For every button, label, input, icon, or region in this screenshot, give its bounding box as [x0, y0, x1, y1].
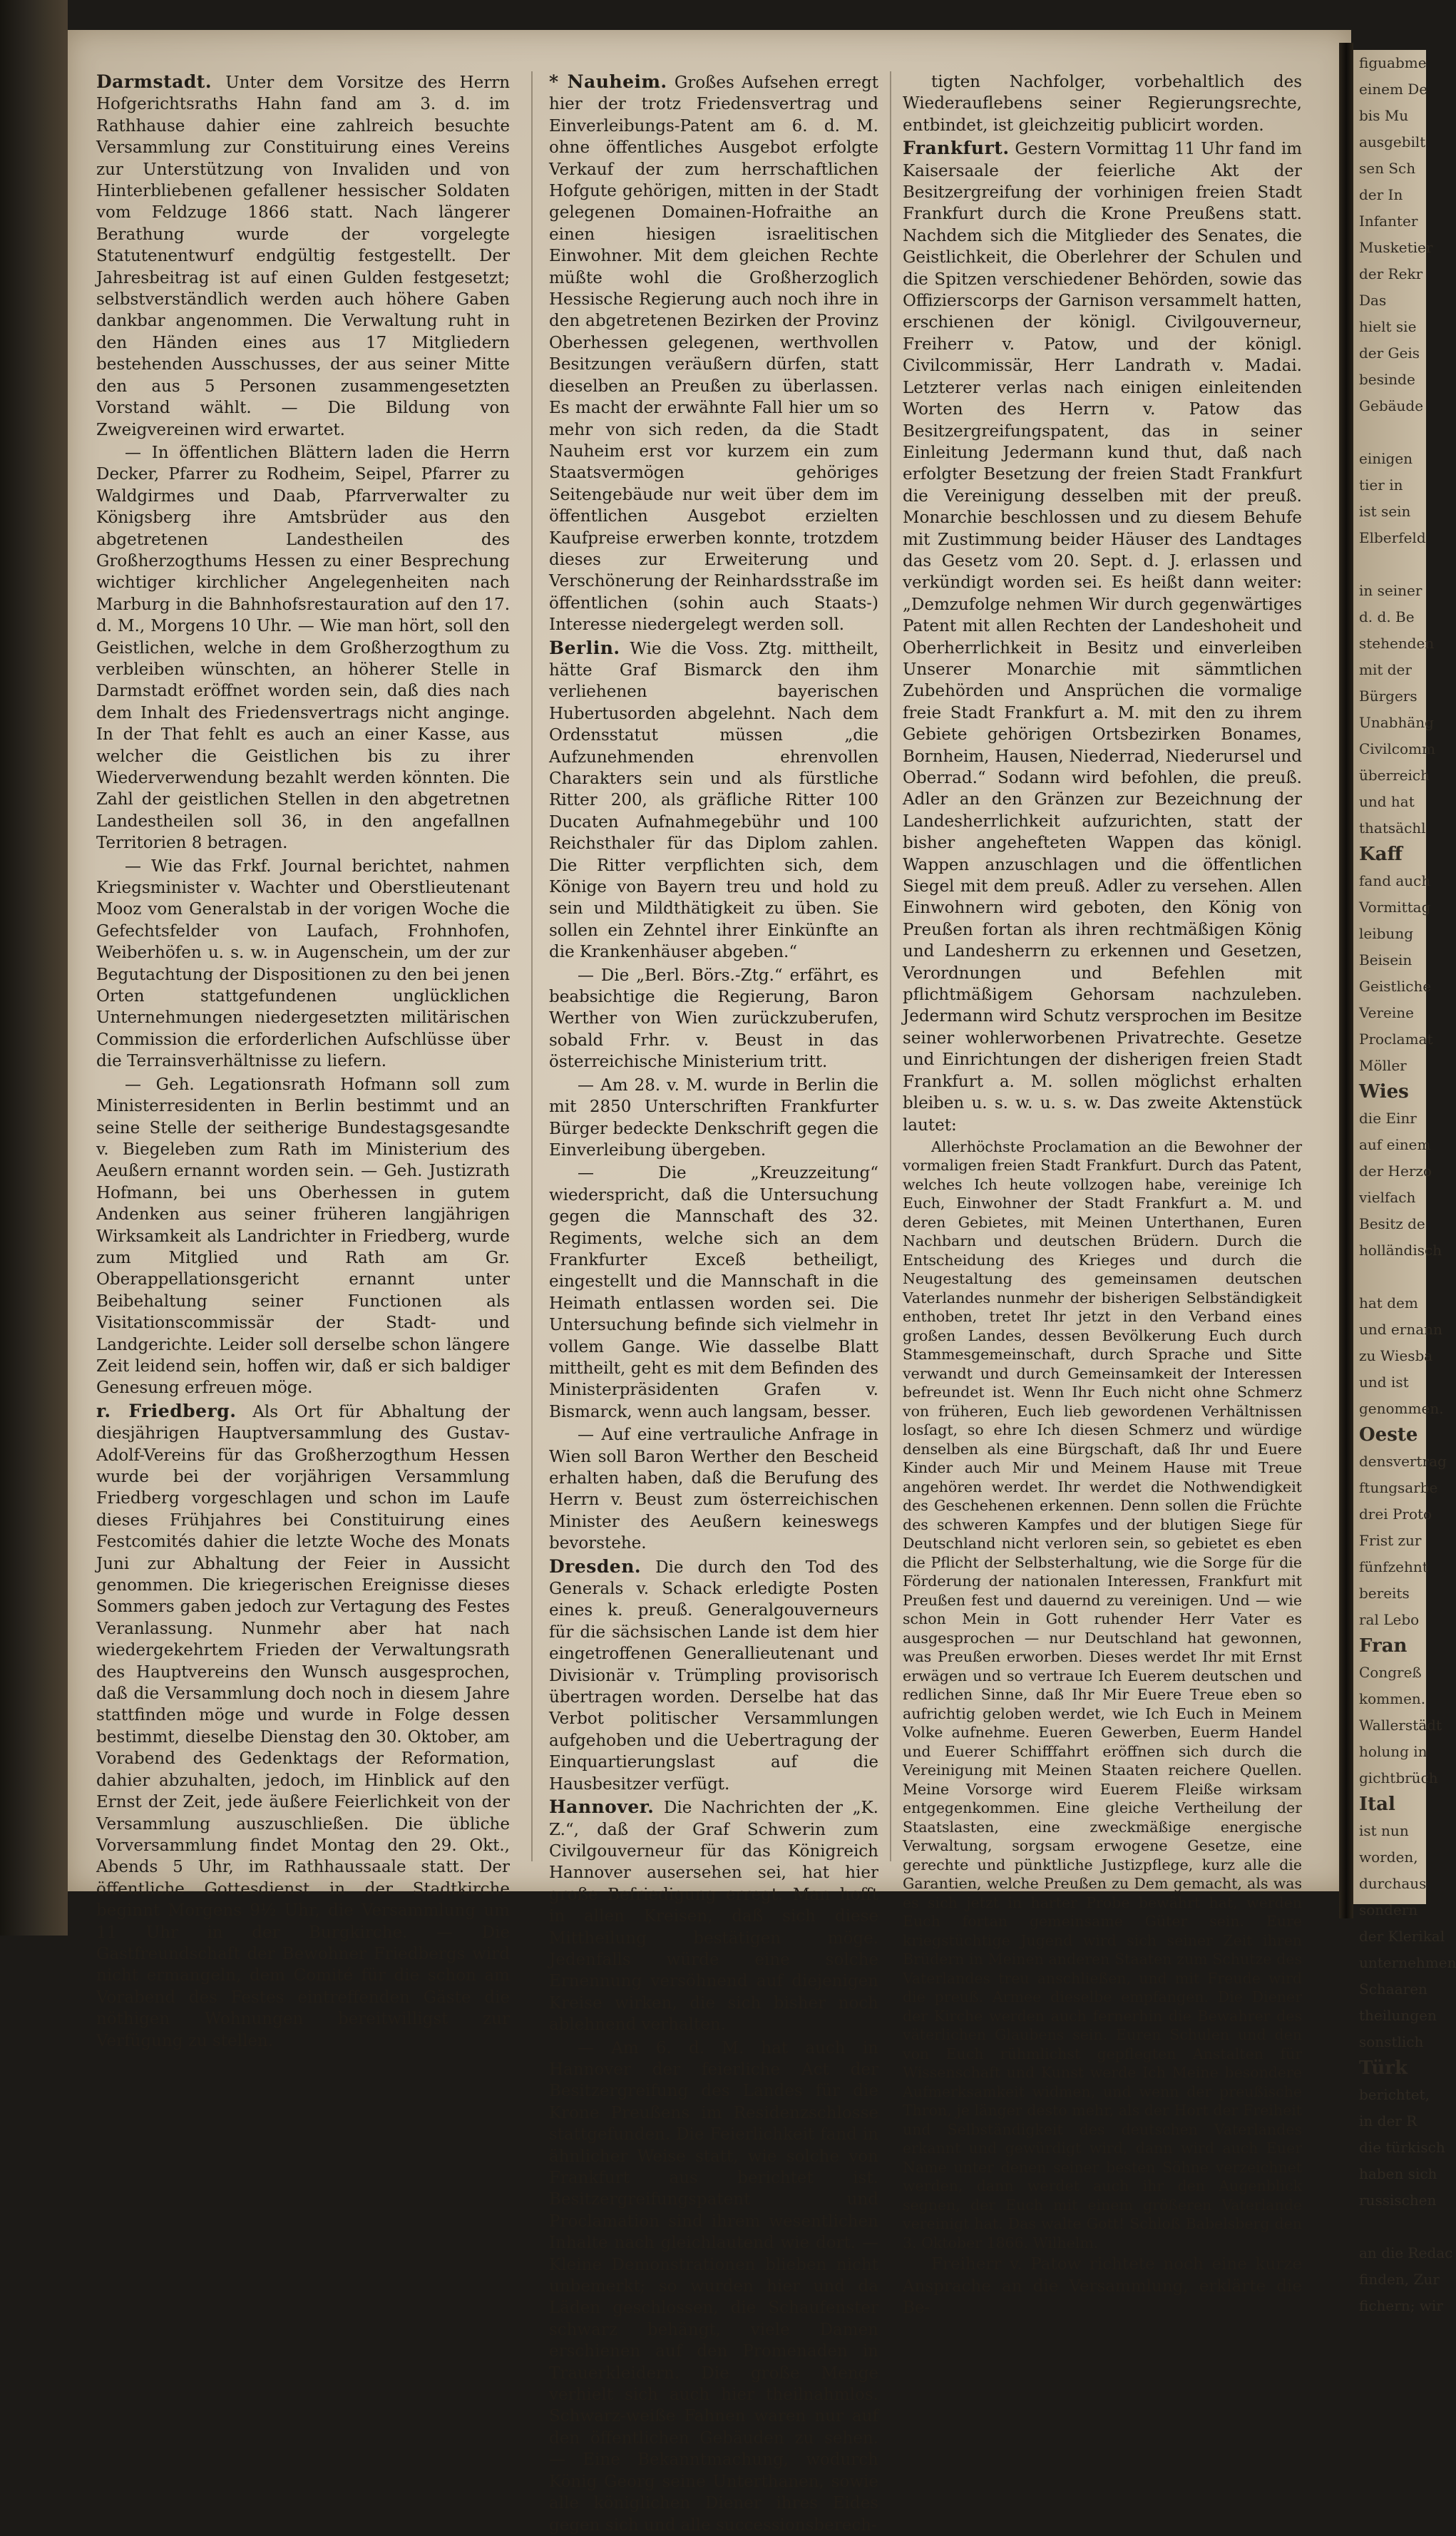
next-page-fragment: theilungen: [1359, 2007, 1437, 2024]
next-page-fragment: Schaaren: [1359, 1980, 1427, 1998]
next-page-fragment: Unabhäng: [1359, 714, 1434, 731]
next-page-fragment: russischen: [1359, 2192, 1437, 2209]
next-page-fragment: hielt sie: [1359, 318, 1417, 335]
article-paragraph: [549, 71, 878, 636]
article-text: Gestern Vormittag 11 Uhr fand im Kaisersaale der feierliche Akt der Besitzergreifung der vorhinigen freien Stadt Frankfurt durch die Krone Preußens statt. Nachdem sich die Mitglieder des Senates, die Geistlichkeit, die Oberlehrer der Schulen und die Spitzen verschiedener Behörden, sowie das Offizierscorps der Garnison versammelt hatten, erschienen der königl. Civilgouverneur, Freiherr v. Patow, und der königl. Civilcommissär, Herr Landrath v. Madai. Letzterer verlas nach einigen einleitenden Worten des Herrn v. Patow das Besitzergreifungspatent, das in seiner Einleitung Jedermann kund thut, daß nach erfolgter Besetzung der freien Stadt Frankfurt die Vereinigung desselben mit der preuß. Monarchie beschlossen und zu diesem Behufe mit Zustimmung beider Häuser des Landtages das Gesetz vom 20. Sept. d. J. erlassen und verkündigt worden sei. Es heißt dann weiter: „Demzufolge nehmen Wir durch gegenwärtiges Patent mit allen Rechten der Landeshoheit und Oberherrlichkeit in Besitz und einverleiben Unserer Monarchie mit sämmtlichen Zubehörden und Ansprüchen die vormalige freie Stadt Frankfurt a. M. mit den zu ihrem Gebiete gehörigen Ortsbezirken Bonames, Bornheim, Hausen, Niederrad, Niederursel und Oberrad.“ Sodann wird befohlen, die preuß. Adler an den Gränzen zur Bezeichnung der Landesherrlichkeit aufzurichten, statt der bisher angehefteten Wappen das königl. Wappen anzuschlagen und die öffentlichen Siegel mit dem preuß. Adler zu versehen. Allen Einwohnern wird geboten, den König von Preußen fortan als ihren rechtmäßigen König und Landesherrn zu erkennen und Gesetzen, Verordnungen und Befehlen mit pflichtmäßigem Gehorsam nachzuleben. Jedermann wird Schutz versprochen im Besitze seiner wohlerworbenen Privatrechte. Gesetze und Einrichtungen der disherigen freien Stadt Frankfurt a. M. sollen möglichst erhalten bleiben u. s. w. u. s. w. Das zweite Aktenstück lautet:: [903, 140, 1302, 1135]
article-text: — In öffentlichen Blättern laden die Herrn Decker, Pfarrer zu Rodheim, Seipel, Pfarrer zu Waldgirmes und Daab, Pfarrverwalter zu Königsberg ihre Amtsbrüder aus den abgetretenen Landestheilen des Großherzogthums Hessen zu einer Besprechung wichtiger kirchlicher Angelegenheiten nach Marburg in die Bahnhofsrestauration auf den 17. d. M., Morgens 10 Uhr. — Wie man hört, soll den Geistlichen, welche in dem Großherzogthum zu verbleiben wünschten, an höherer Stelle in Darmstadt eröffnet worden sein, daß dies nach dem Inhalt des Friedensvertrags nicht anginge. In der That fehlt es auch an einer Kasse, aus welcher die Geistlichen bis zu ihrer Wiederverwendung bezahlt werden könnten. Die Zahl der geistlichen Stellen in den abgetretnen Landestheilen soll 36, in den angefallnen Territorien 8 betragen.: [96, 443, 510, 853]
next-page-fragment: worden,: [1359, 1849, 1418, 1866]
dateline-heading: Dresden.: [549, 1555, 642, 1577]
next-page-fragment: sonstlich: [1359, 2033, 1424, 2050]
book-gutter: [1339, 43, 1353, 1918]
article-text: Freiherr v. Patow richtete noch eine kurze Ansprache an die Versammlung, erklärte die Be-: [903, 2255, 1302, 2318]
article-paragraph: [903, 1137, 1302, 2253]
article-paragraph: [96, 1074, 510, 1399]
next-page-fragment: Möller: [1359, 1057, 1407, 1074]
next-page-fragment: fünfzehnt: [1359, 1558, 1428, 1575]
article-text: Als Ort für Abhaltung der diesjährigen Hauptversammlung des Gustav-Adolf-Vereins für das Großherzogthum Hessen wurde bei der vorjährigen Versammlung Friedberg vorgeschlagen und schon im Laufe dieses Frühjahres bei Constituirung eines Festcomités dahier die letzte Woche des Monats Juni zur Abhaltung der Feier in Aussicht genommen. Die kriegerischen Ereignisse dieses Sommers gaben jedoch zur Vertagung des Festes Veranlassung. Nunmehr aber hat nach wiedergekehrtem Frieden der Verwaltungsrath des Hauptvereins den Wunsch ausgesprochen, daß die Versammlung doch noch in diesem Jahre stattfinden möge und wurde in Folge dessen bestimmt, dieselbe Dienstag den 30. Oktober, am Vorabend des Gedenktags der Reformation, dahier abzuhalten, jedoch, im Hinblick auf den Ernst der Zeit, jede äußere Feierlichkeit von der Versammlung auszuschließen. Die übliche Vorversammlung findet Montag den 29. Okt., Abends 5 Uhr, im Rathhaussaale statt. Der öffentliche Gottesdienst in der Stadtkirche beginnt Morgens 9½ Uhr, die Versammlung um 11 Uhr in der Burgkirche. — Die Gastfreundschaft der Bewohner Friedbergs wird nicht ermangeln, dem Comité für die schon am Vorabend des Festes eintreffenden Gäste die nöthigen Wohnungen bereitwilligst zur Verfügung zu stellen.: [96, 1402, 511, 2050]
next-page-fragment: finden, Zur: [1359, 2271, 1440, 2288]
next-page-fragment: genommen.: [1359, 1400, 1444, 1417]
next-page-fragment: ral Lebo: [1359, 1611, 1420, 1628]
next-page-fragment: einem De: [1359, 81, 1428, 98]
next-page-fragment: Wies: [1359, 1081, 1409, 1103]
article-paragraph: [549, 1556, 878, 1795]
next-page-fragment: Wallerstädt: [1359, 1717, 1442, 1734]
next-page-fragment: [1353, 419, 1426, 446]
next-page-fragment: Gebäude: [1359, 397, 1424, 414]
next-page-fragment: der Geis: [1359, 344, 1420, 362]
next-page-fragment: und ist: [1359, 1374, 1409, 1391]
next-page-fragment: der Herzo: [1359, 1162, 1432, 1180]
next-page-fragment: bereits: [1359, 1585, 1410, 1602]
next-page-fragment: [1353, 1264, 1426, 1290]
next-page-fragment: holung in: [1359, 1743, 1427, 1760]
next-page-fragment: Geistliche: [1359, 978, 1432, 995]
next-page-fragment: tier in: [1359, 476, 1403, 494]
article-paragraph: [549, 1424, 878, 1554]
next-page-fragment: ausgebilt: [1359, 133, 1426, 150]
next-page-fragment: Ital: [1359, 1794, 1395, 1815]
next-page-fragment: und ernann: [1359, 1321, 1442, 1338]
next-page-fragment: Oeste: [1359, 1424, 1418, 1446]
column-2: [549, 71, 879, 2535]
next-page-fragment: einigen: [1359, 450, 1413, 467]
dateline-heading: * Nauheim.: [549, 71, 667, 92]
next-page-fragment: Beisein: [1359, 951, 1413, 968]
next-page-fragment: haben sich: [1359, 2165, 1437, 2182]
next-page-fragment: fand auch: [1359, 872, 1431, 889]
next-page-fragment: zu Wiesba: [1359, 1347, 1433, 1364]
next-page-fragment: besinde: [1359, 371, 1415, 388]
next-page-fragment: bis Mu: [1359, 107, 1409, 124]
dateline-heading: r. Friedberg.: [96, 1400, 237, 1421]
next-page-fragment: der In: [1359, 186, 1403, 203]
next-page-fragment: und hat: [1359, 793, 1415, 810]
article-paragraph: [903, 138, 1302, 1136]
next-page-fragment: berichtet,: [1359, 2086, 1430, 2103]
next-page-fragment: Congreß: [1359, 1664, 1422, 1681]
article-text: Großes Aufsehen erregt hier der trotz Friedensvertrag und Einverleibungs-Patent am 6. d. M. ohne öffentliches Ausgebot erfolgte Verkauf der zum herrschaftlichen Hofgute gehörigen, mitten in der Stadt gelegenen Domainen-Hofraithe an einen hiesigen israelitischen Einwohner. Mit dem gleichen Rechte müßte wohl die Großherzoglich Hessische Regierung auch noch ihre in den abgetretenen Bezirken der Provinz Oberhessen gelegenen, werthvollen Besitzungen veräußern dürfen, statt dieselben an Preußen zu überlassen. Es macht der erwähnte Fall hier um so mehr von sich reden, da die Stadt Nauheim erst vor kurzem ein zum Staatsvermögen gehöriges Seitengebäude nur weit über dem im öffentlichen Ausgebot erzielten Kaufpreise erwerben konnte, trotzdem dieses zur Erweiterung und Verschönerung der Reinhardsstraße im öffentlichen (sohin auch Staats-) Interesse niedergelegt werden soll.: [549, 73, 878, 635]
next-page-fragment: der Klerikal: [1359, 1928, 1445, 1945]
next-page-fragment: drei Proto: [1359, 1505, 1432, 1523]
next-page-fragment: die Einr: [1359, 1110, 1417, 1127]
article-text: tigten Nachfolger, vorbehaltlich des Wiederauflebens seiner Regierungsrechte, entbindet, ist gleichzeitig publicirt worden.: [903, 73, 1302, 135]
article-paragraph: [96, 1401, 510, 2052]
next-page-fragment: gichtbrüch: [1359, 1769, 1438, 1786]
next-page-fragment: Frist zur: [1359, 1532, 1422, 1549]
next-page-fragment: kommen.: [1359, 1690, 1426, 1707]
next-page-edge: [1353, 50, 1456, 2314]
article-text: Allerhöchste Proclamation an die Bewohner der vormaligen freien Stadt Frankfurt. Durch das Patent, welches Ich heute vollzogen habe, vereinige Ich Euch, Einwohner der Stadt Frankfurt a. M. und deren Gebietes, mit Meinen Unterthanen, Euren Nachbarn und deutschen Brüdern. Durch die Entscheidung des Krieges und durch die Neugestaltung des gemeinsamen deutschen Vaterlandes nunmehr der bisherigen Selbständigkeit enthoben, tretet Ihr jetzt in den Verband eines großen Landes, dessen Bevölkerung Euch durch Stammesgemeinschaft, durch Sprache und Sitte verwandt und durch Gemeinsamkeit der Interessen befreundet ist. Wenn Ihr Euch nicht ohne Schmerz von früheren, Euch lieb gewordenen Verhältnissen losſagt, so ehre Ich diesen Schmerz und würdige denselben als eine Bürgschaft, daß Ihr und Euere Kinder auch Mir und Meinem Hause mit Treue angehören werdet. Ihr werdet die Nothwendigkeit des Geschehenen erkennen. Denn sollen die Früchte des schweren Kampfes und der blutigen Siege für Deutschland nicht verloren sein, so gebietet es eben die Pflicht der Selbsterhaltung, wie die Sorge für die Förderung der nationalen Interessen, Frankfurt mit Preußen fest und dauernd zu vereinigen. Und — wie schon Mein in Gott ruhender Herr Vater es ausgesprochen — nur Deutschland hat gewonnen, was Preußen erworben. Dieses werdet Ihr mit Ernst erwägen und so vertraue Ich Euerem deutschen und redlichen Sinne, daß Ihr Mir Euere Treue eben so aufrichtig geloben werdet, wie Ich Euch in Meinem Volke aufnehme. Eueren Gewerben, Euerm Handel und Euerer Schifffahrt eröffnen sich durch die Vereinigung mit Meinen Staaten reichere Quellen. Meine Vorsorge wird Euerem Fleiße wirksam entgegenkommen. Eine gleiche Vertheilung der Staatslasten, eine zweckmäßige energische Verwaltung, sorgsam erwogene Gesetze, eine gerechte und pünktliche Justizpflege, kurz alle die Garantien, welche Preußen zu Dem gemacht, als was es sich jetzt in harter Probe bewährt hat, werden Euch fortan gemeinsame Güter sein. Eure kriegstüchtige Jugend wird sich seiner Zeit ihren Brüdern in Meinen anderen Staaten zum Schutze des Vaterlandes treu anschließen, und mit Freude wird die preuß. Armee dieselbe empfangen. Die Diener der Kirche werden auch fernerhin die Bewahrer des väterlichen Glaubens sein. Euren Schulen und den von Euch rühmlichst gepflegten Anstalten für Wissenschaft und Kunst werde Ich Meine besondere Aufmerksamkeit widmen, und wenn der preußische Thron, je länger desto mehr, als der Hort der Freiheit und Selbständigkeit des deutschen Vaterlandes erkannt und gewürdigt wird, dann wird auch Euer Name unter denen seiner besten Söhne verzeichnet werden, dann werdet auch ihr den Augenblick segnen, der Euch mit einem größeren Vaterlande vereinigt hat. Das walte Gott! Schloß Babelsberg den 3. Oktober 1866. Wilhelm.: [903, 1137, 1302, 2251]
next-page-fragment: thatsächl: [1359, 819, 1426, 837]
article-paragraph: [903, 71, 1302, 136]
article-text: Wie die Voss. Ztg. mittheilt, hätte Graf Bismarck den ihm verliehenen bayerischen Hubertusorden abgelehnt. Nach dem Ordensstatut müssen „die Aufzunehmenden ehrenvollen Charakters sein und als fürstliche Ritter 200, als gräfliche Ritter 100 Ducaten Aufnahmegebühr und 100 Reichsthaler für das Diplom zahlen. Die Ritter verpflichten sich, dem Könige von Bayern treu und hold zu sein und Mildthätigkeit zu üben. Sie sollen ein Zehntel ihrer Einkünfte an die Krankenhäuser abgeben.“: [549, 639, 879, 962]
next-page-fragment: Proclamat: [1359, 1031, 1433, 1048]
next-page-fragment: figuabme: [1359, 54, 1427, 71]
next-page-fragment: durchaus: [1359, 1875, 1427, 1892]
next-page-fragment: der Rekr: [1359, 265, 1423, 282]
next-page-fragment: [1353, 551, 1426, 578]
article-text: — Geh. Legationsrath Hofmann soll zum Ministerresidenten in Berlin bestimmt und an seine Stelle der seitherige Bundestagsgesandte v. Biegeleben zum Rath im Ministerium des Aeußern ernannt worden sein. — Geh. Justizrath Hofmann, bei uns Oberhessen in gutem Andenken aus seiner früheren langjährigen Wirksamkeit als Landrichter in Friedberg, wurde zum Mitglied und Rath am Gr. Oberappellationsgericht ernannt unter Beibehaltung seiner Functionen als Visitationscommissär der Stadt- und Landgerichte. Leider soll derselbe schon längere Zeit leidend sein, hoffen wir, daß er sich baldiger Genesung erfreuen möge.: [96, 1075, 510, 1398]
article-paragraph: [96, 442, 510, 854]
article-text: — Am 28. v. M. wurde in Berlin die mit 2850 Unterschriften Frankfurter Bürger bedeckte Denkschrift gegen die Einverleibung übergeben.: [549, 1075, 878, 1160]
next-page-fragment: Civilcomm: [1359, 740, 1435, 757]
article-paragraph: [549, 1075, 878, 1162]
column-rule-1: [531, 71, 533, 1861]
next-page-fragment: an die Redac: [1359, 2244, 1453, 2261]
article-paragraph: [549, 1796, 878, 2035]
next-page-fragment: Infanter: [1359, 213, 1418, 230]
article-text: Die durch den Tod des Generals v. Schack erledigte Posten eines k. preuß. Generalgouverneurs für die sächsischen Lande ist dem hier eingetroffenen Generallieutenant und Divisionär v. Trümpling provisorisch übertragen worden. Derselbe hat das Verbot politischer Versammlungen aufgehoben und die Uebertragung der Einquartierungslast auf die Hausbesitzer verfügt.: [549, 1558, 878, 1794]
next-page-fragment: densvertrag: [1359, 1453, 1447, 1470]
column-3: [903, 71, 1302, 2318]
article-paragraph: [549, 638, 878, 963]
next-page-fragment: [1353, 2214, 1426, 2240]
book-spine: [0, 0, 68, 1936]
next-page-fragment: sondern: [1359, 1901, 1418, 1918]
article-text: — Wie das Frkf. Journal berichtet, nahmen Kriegsminister v. Wachter und Oberstlieutenant Mooz vom Generalstab in der vorigen Woche die Gefechtsfelder von Laufach, Frohnhofen, Weiberhöfen u. s. w. in Augenschein, um der zur Begutachtung der Dispositionen zu den bei jenen Orten stattgefundenen unglücklichen Unternehmungen niedergesetzten militärischen Commission die erforderlichen Aufschlüsse über die Terrainsverhältnisse zu liefern.: [96, 857, 510, 1071]
next-page-fragment: hat dem: [1359, 1294, 1418, 1312]
article-paragraph: [903, 2254, 1302, 2318]
article-text: — Am 6. d. M. hat auch in Hannover der feierliche Act der Besitzergreifung des Landes für die Krone Preußens im Residenzschlosse stattgefunden. Die Feierlichkeit fand in ähnlicher Weise statt, wie solche von Frankfurt aus berichtet ist. Besitzergreifungspatent und Proclamation sind ihrem wesentlichen Inhalte nach gleichlautend wie dort. — Kleine Demonstrationen blieben nicht unbemerkt; so wurden hier und da Läden geschlossen, die Schaufenster schwarz behängt, viele Damen erschienen auf den Promenaden in Trauerkleidern. Die große Menge verhielt sich auch hier theilnahmlos. Schwarz-weiße Fahnen waren nur auf den öffentlichen Gebäuden zu sehen. — Eine Bekanntmachung, wodurch König Georg seine Unterthanen, sowie alle königlichen Diener ihres Eides gegen sich und alle successionsberech-: [549, 2038, 878, 2535]
next-page-fragment: in der R: [1359, 2112, 1417, 2129]
next-page-fragment: stehenden: [1359, 635, 1435, 652]
next-page-fragment: Elberfeld: [1359, 529, 1426, 546]
article-text: — Auf eine vertrauliche Anfrage in Wien soll Baron Werther den Bescheid erhalten haben, daß die Berufung des Herrn v. Beust zum österreichischen Minister des Aeußern keineswegs bevorstehe.: [549, 1426, 878, 1553]
next-page-fragment: Türk: [1359, 2057, 1408, 2079]
article-text: — Die „Berl. Börs.-Ztg.“ erfährt, es beabsichtige die Regierung, Baron Werther von Wien zurückzuberufen, sobald Frhr. v. Beust in das österreichische Ministerium tritt.: [549, 966, 878, 1072]
next-page-fragment: d. d. Be: [1359, 608, 1415, 625]
next-page-fragment: sen Sch: [1359, 160, 1416, 177]
next-page-fragment: ftungsarbe: [1359, 1479, 1438, 1496]
article-paragraph: [549, 965, 878, 1073]
next-page-fragment: Vormittag: [1359, 899, 1431, 916]
next-page-fragment: fichern; wir: [1359, 2297, 1443, 2314]
article-text: Die Nachrichten der „K. Z.“, daß der Graf Schwerin zum Civilgouverneur für das Königreich Hannover ausersehen sei, hat hier große Befriedigung erregt. Man hofft in allen Kreisen, daß sich diese Mittheilung bestätigen möge. Jedenfalls würde eine solche Ernennung versöhnend auf diejenigen Kreise wirken, die sich bisher noch ablehnend verhalten.: [549, 1799, 878, 2035]
next-page-fragment: Das: [1359, 292, 1387, 309]
column-1: [96, 71, 511, 2050]
next-page-fragment: ist sein: [1359, 503, 1411, 520]
dateline-heading: Berlin.: [549, 637, 620, 658]
next-page-fragment: Musketier: [1359, 239, 1433, 256]
next-page-fragment: unternehmen: [1359, 1954, 1456, 1971]
next-page-fragment: ist nun: [1359, 1822, 1409, 1839]
next-page-fragment: Vereine: [1359, 1004, 1414, 1021]
next-page-fragment: auf einem: [1359, 1136, 1431, 1153]
column-rule-2: [890, 71, 891, 1861]
article-paragraph: [96, 71, 510, 441]
next-page-fragment: die türkisch: [1359, 2139, 1445, 2156]
next-page-fragment: mit der: [1359, 661, 1412, 678]
next-page-fragment: Besitz de: [1359, 1215, 1425, 1232]
next-page-fragment: Bürgers: [1359, 687, 1417, 705]
dateline-heading: Frankfurt.: [903, 138, 1010, 159]
next-page-fragment: leibung: [1359, 925, 1413, 942]
next-page-fragment: Fran: [1359, 1635, 1408, 1657]
next-page-fragment: vielfach: [1359, 1189, 1416, 1206]
next-page-fragment: Kaff: [1359, 844, 1403, 865]
article-text: Unter dem Vorsitze des Herrn Hofgerichtsraths Hahn fand am 3. d. im Rathhause dahier eine zahlreich besuchte Versammlung zur Constituirung eines Vereins zur Unterstützung von Invaliden und von Hinterbliebenen gefallener hessischer Soldaten vom Feldzuge 1866 statt. Nach längerer Berathung wurde der vorgelegte Statutenentwurf endgültig festgestellt. Der Jahresbeitrag ist auf einen Gulden festgesetzt; selbstverständlich werden auch höhere Gaben dankbar angenommen. Die Verwaltung ruht in den Händen eines aus 17 Mitgliedern bestehenden Ausschusses, der aus seiner Mitte den aus 5 Personen zusammengesetzten Vorstand wählt. — Die Bildung von Zweigvereinen wird erwartet.: [96, 73, 511, 439]
dateline-heading: Darmstadt.: [96, 71, 212, 92]
article-paragraph: [549, 2038, 878, 2536]
article-paragraph: [96, 856, 510, 1073]
next-page-fragment: überreich: [1359, 767, 1430, 784]
article-text: — Die „Kreuzzeitung“ wiederspricht, daß die Untersuchung gegen die Mannschaft des 32. Regiments, welche sich an dem Frankfurter Exceß betheiligt, eingestellt und die Mannschaft in die Heimath entlassen worden sei. Die Untersuchung befinde sich vielmehr in vollem Gange. Wie dasselbe Blatt mittheilt, geht es mit dem Befinden des Ministerpräsidenten Grafen v. Bismarck, wenn auch langsam, besser.: [549, 1164, 878, 1421]
next-page-fragment: in seiner: [1359, 582, 1422, 599]
next-page-fragment: holländisch: [1359, 1242, 1442, 1259]
dateline-heading: Hannover.: [549, 1796, 655, 1818]
article-paragraph: [549, 1162, 878, 1423]
